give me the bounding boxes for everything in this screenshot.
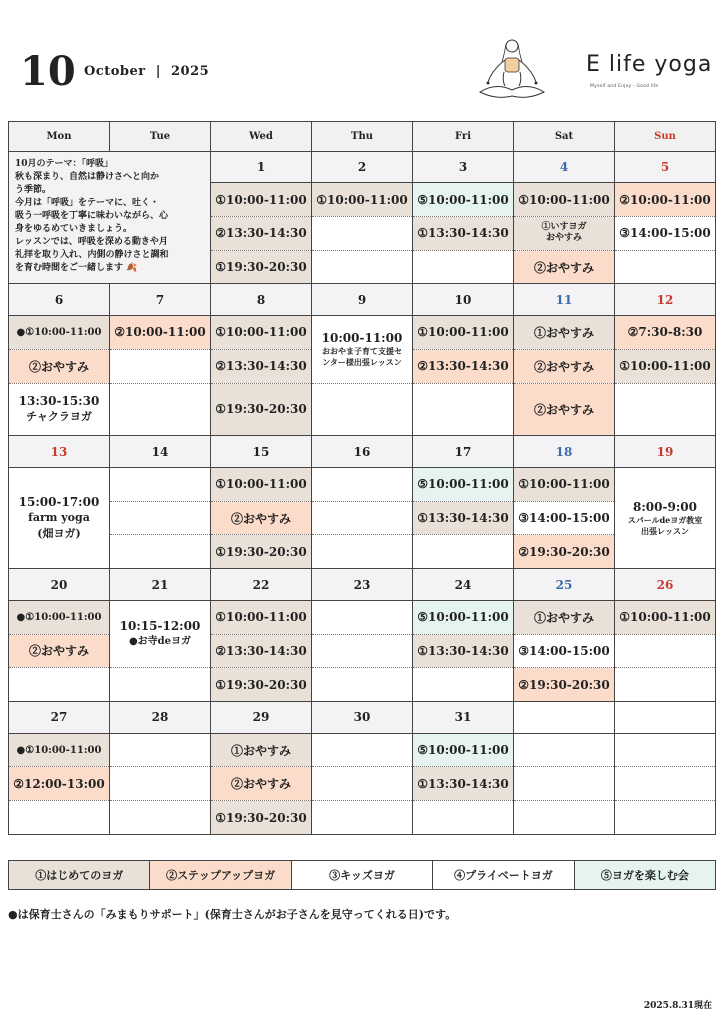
empty-date-cell <box>514 702 615 734</box>
week4-slot-row <box>9 668 716 702</box>
class-slot: ②10:00-11:00 <box>110 316 211 350</box>
empty-slot <box>514 767 615 801</box>
class-slot: ①19:30-20:30 <box>211 535 312 569</box>
empty-slot <box>514 733 615 767</box>
empty-slot <box>9 668 110 702</box>
class-slot: ⑤10:00-11:00 <box>413 467 514 501</box>
date-cell: 10 <box>413 284 514 316</box>
date-cell: 26 <box>615 569 716 601</box>
date-cell: 29 <box>211 702 312 734</box>
event-time: 10:15-12:00 <box>119 619 201 634</box>
class-slot: ②13:30-14:30 <box>211 634 312 668</box>
class-slot: ②おやすみ <box>211 501 312 535</box>
theme-line: 身をゆるめていきましょう。 <box>15 223 133 234</box>
week3-date-row <box>9 436 716 468</box>
event-slot <box>110 600 211 668</box>
class-slot: ⑤10:00-11:00 <box>413 733 514 767</box>
empty-slot <box>413 383 514 436</box>
empty-slot <box>615 767 716 801</box>
empty-slot <box>312 634 413 668</box>
class-slot: ①19:30-20:30 <box>211 250 312 284</box>
event-desc: 出張レッスン <box>641 526 689 537</box>
event-desc: ンター様出張レッスン <box>322 357 402 368</box>
event-title: farm yoga <box>28 511 90 525</box>
week4-date-row <box>9 569 716 601</box>
empty-slot <box>9 801 110 835</box>
weekday-tue: Tue <box>110 122 211 152</box>
divider: | <box>155 64 161 79</box>
event-slot <box>9 383 110 436</box>
empty-slot <box>312 733 413 767</box>
class-slot: ①10:00-11:00 <box>211 600 312 634</box>
empty-slot <box>312 216 413 250</box>
class-slot: ①13:30-14:30 <box>413 634 514 668</box>
empty-slot <box>312 535 413 569</box>
class-slot: ②おやすみ <box>9 349 110 383</box>
date-cell: 9 <box>312 284 413 316</box>
class-slot: ①13:30-14:30 <box>413 216 514 250</box>
theme-line: 秋も深まり、自然は静けさへと向か <box>15 171 160 182</box>
week5-slot-row <box>9 767 716 801</box>
empty-slot <box>615 250 716 284</box>
weekday-wed: Wed <box>211 122 312 152</box>
empty-slot <box>110 733 211 767</box>
theme-line: 10月のテーマ：「呼吸」 <box>15 158 114 169</box>
weekday-fri: Fri <box>413 122 514 152</box>
slot-line: おやすみ <box>545 233 582 244</box>
week5-slot-row <box>9 801 716 835</box>
empty-slot <box>413 250 514 284</box>
class-slot: ②19:30-20:30 <box>514 668 615 702</box>
class-slot: ●①10:00-11:00 <box>9 733 110 767</box>
class-slot: ②19:30-20:30 <box>514 535 615 569</box>
weekday-sat: Sat <box>514 122 615 152</box>
monthly-theme <box>9 151 211 284</box>
week2-slot-row <box>9 383 716 436</box>
support-footnote: ●は保育士さんの「みまもりサポート」(保育士さんがお子さんを見守ってくれる日)です。 <box>8 908 457 921</box>
week5-date-row <box>9 702 716 734</box>
week5-slot-row <box>9 733 716 767</box>
theme-line: う季節。 <box>15 184 52 195</box>
month-name: October <box>84 64 146 79</box>
date-cell: 2 <box>312 151 413 183</box>
class-slot: ②おやすみ <box>9 634 110 668</box>
date-cell: 28 <box>110 702 211 734</box>
event-slot <box>312 316 413 384</box>
weekday-mon: Mon <box>9 122 110 152</box>
week1-date-row <box>9 151 716 183</box>
legend-private: ④プライベートヨガ <box>433 861 574 889</box>
empty-slot <box>514 801 615 835</box>
class-slot: ①10:00-11:00 <box>211 467 312 501</box>
date-cell: 4 <box>514 151 615 183</box>
empty-slot <box>312 767 413 801</box>
class-slot: ①10:00-11:00 <box>413 316 514 350</box>
date-cell: 21 <box>110 569 211 601</box>
class-slot: ①10:00-11:00 <box>615 349 716 383</box>
class-slot: ①おやすみ <box>514 600 615 634</box>
class-slot: ①10:00-11:00 <box>514 183 615 217</box>
date-cell: 6 <box>9 284 110 316</box>
class-slot: ①13:30-14:30 <box>413 501 514 535</box>
theme-line: レッスンでは、呼吸を深める動きや月 <box>15 236 168 247</box>
event-desc: スパールdeヨガ教室 <box>627 515 703 526</box>
class-slot: ①13:30-14:30 <box>413 767 514 801</box>
theme-line: を育む時間をご一緒します 🍂 <box>15 262 138 273</box>
class-slot: ●①10:00-11:00 <box>9 600 110 634</box>
date-cell: 17 <box>413 436 514 468</box>
class-slot: ●①10:00-11:00 <box>9 316 110 350</box>
empty-date-cell <box>615 702 716 734</box>
date-cell: 30 <box>312 702 413 734</box>
event-slot <box>615 467 716 568</box>
class-slot: ①19:30-20:30 <box>211 668 312 702</box>
legend-enjoy: ⑤ヨガを楽しむ会 <box>575 861 715 889</box>
yoga-pose-icon <box>474 36 550 106</box>
class-slot: ①19:30-20:30 <box>211 801 312 835</box>
empty-slot <box>312 801 413 835</box>
event-title: (畑ヨガ) <box>37 527 81 541</box>
class-slot: ③14:00-15:00 <box>615 216 716 250</box>
empty-slot <box>110 467 211 501</box>
empty-slot <box>615 733 716 767</box>
class-slot: ③14:00-15:00 <box>514 634 615 668</box>
date-cell: 20 <box>9 569 110 601</box>
date-cell: 15 <box>211 436 312 468</box>
date-cell: 23 <box>312 569 413 601</box>
legend-kids: ③キッズヨガ <box>292 861 433 889</box>
theme-line: 今月は「呼吸」をテーマに、吐く・ <box>15 197 160 208</box>
theme-line: 礼拝を取り入れ、内側の静けさと調和 <box>15 249 169 260</box>
slot-line: ①いすヨガ <box>541 222 587 233</box>
date-cell: 14 <box>110 436 211 468</box>
empty-slot <box>110 801 211 835</box>
class-slot: ②13:30-14:30 <box>211 349 312 383</box>
empty-slot <box>615 383 716 436</box>
class-slot: ②12:00-13:00 <box>9 767 110 801</box>
class-slot: ③14:00-15:00 <box>514 501 615 535</box>
empty-slot <box>413 535 514 569</box>
legend-stepup: ②ステップアップヨガ <box>150 861 291 889</box>
class-slot: ②7:30-8:30 <box>615 316 716 350</box>
class-slot: ①19:30-20:30 <box>211 383 312 436</box>
empty-slot <box>110 535 211 569</box>
class-slot: ①おやすみ <box>514 316 615 350</box>
date-cell: 12 <box>615 284 716 316</box>
class-slot: ⑤10:00-11:00 <box>413 183 514 217</box>
empty-slot <box>312 600 413 634</box>
week2-slot-row <box>9 316 716 350</box>
class-slot: ①10:00-11:00 <box>211 183 312 217</box>
class-slot: ①10:00-11:00 <box>211 316 312 350</box>
date-cell: 31 <box>413 702 514 734</box>
date-cell: 3 <box>413 151 514 183</box>
date-cell: 18 <box>514 436 615 468</box>
brand-name: E life yoga <box>586 52 713 77</box>
date-cell: 22 <box>211 569 312 601</box>
empty-slot <box>312 501 413 535</box>
brand-tagline: Myself and Enjoy - Good life <box>590 84 659 89</box>
weekday-header-row <box>9 122 716 152</box>
week3-slot-row <box>9 467 716 501</box>
week3-slot-row <box>9 535 716 569</box>
event-time: 13:30-15:30 <box>18 394 100 409</box>
class-legend <box>8 860 716 890</box>
class-slot <box>514 216 615 250</box>
weekday-sun: Sun <box>615 122 716 152</box>
empty-slot <box>615 634 716 668</box>
week2-date-row <box>9 284 716 316</box>
class-slot: ①おやすみ <box>211 733 312 767</box>
calendar-table <box>8 121 716 835</box>
date-cell: 27 <box>9 702 110 734</box>
empty-slot <box>110 767 211 801</box>
legend-beginner: ①はじめてのヨガ <box>9 861 150 889</box>
empty-slot <box>413 801 514 835</box>
weekday-thu: Thu <box>312 122 413 152</box>
event-title: ●お寺deヨガ <box>128 636 192 648</box>
week3-slot-row <box>9 501 716 535</box>
date-cell: 5 <box>615 151 716 183</box>
class-slot: ②おやすみ <box>211 767 312 801</box>
theme-line: 吸う一呼吸を丁寧に味わいながら、心 <box>15 210 169 221</box>
empty-slot <box>312 467 413 501</box>
empty-slot <box>110 501 211 535</box>
date-cell: 7 <box>110 284 211 316</box>
class-slot: ②おやすみ <box>514 349 615 383</box>
empty-slot <box>413 668 514 702</box>
class-slot: ②10:00-11:00 <box>615 183 716 217</box>
empty-slot <box>312 383 413 436</box>
empty-slot <box>110 668 211 702</box>
date-cell: 19 <box>615 436 716 468</box>
class-slot: ①10:00-11:00 <box>615 600 716 634</box>
empty-slot <box>615 801 716 835</box>
class-slot: ⑤10:00-11:00 <box>413 600 514 634</box>
date-cell: 24 <box>413 569 514 601</box>
event-time: 10:00-11:00 <box>321 331 403 346</box>
empty-slot <box>110 349 211 383</box>
date-cell: 16 <box>312 436 413 468</box>
event-time: 15:00-17:00 <box>18 495 100 510</box>
event-title: チャクラヨガ <box>26 410 92 424</box>
date-cell: 1 <box>211 151 312 183</box>
event-time: 8:00-9:00 <box>633 500 697 515</box>
empty-slot <box>110 383 211 436</box>
year: 2025 <box>171 64 210 79</box>
as-of-date: 2025.8.31現在 <box>643 1001 712 1011</box>
date-cell: 8 <box>211 284 312 316</box>
class-slot: ②13:30-14:30 <box>413 349 514 383</box>
empty-slot <box>312 668 413 702</box>
empty-slot <box>312 250 413 284</box>
class-slot: ②13:30-14:30 <box>211 216 312 250</box>
class-slot: ①10:00-11:00 <box>514 467 615 501</box>
week4-slot-row <box>9 600 716 634</box>
month-year-label <box>84 64 209 79</box>
event-desc: おおやま子育て支援セ <box>322 346 402 357</box>
empty-slot <box>615 668 716 702</box>
date-cell: 13 <box>9 436 110 468</box>
month-number: 10 <box>20 48 76 95</box>
date-cell: 11 <box>514 284 615 316</box>
class-slot: ②おやすみ <box>514 383 615 436</box>
date-cell: 25 <box>514 569 615 601</box>
class-slot: ②おやすみ <box>514 250 615 284</box>
event-slot <box>9 467 110 568</box>
class-slot: ①10:00-11:00 <box>312 183 413 217</box>
